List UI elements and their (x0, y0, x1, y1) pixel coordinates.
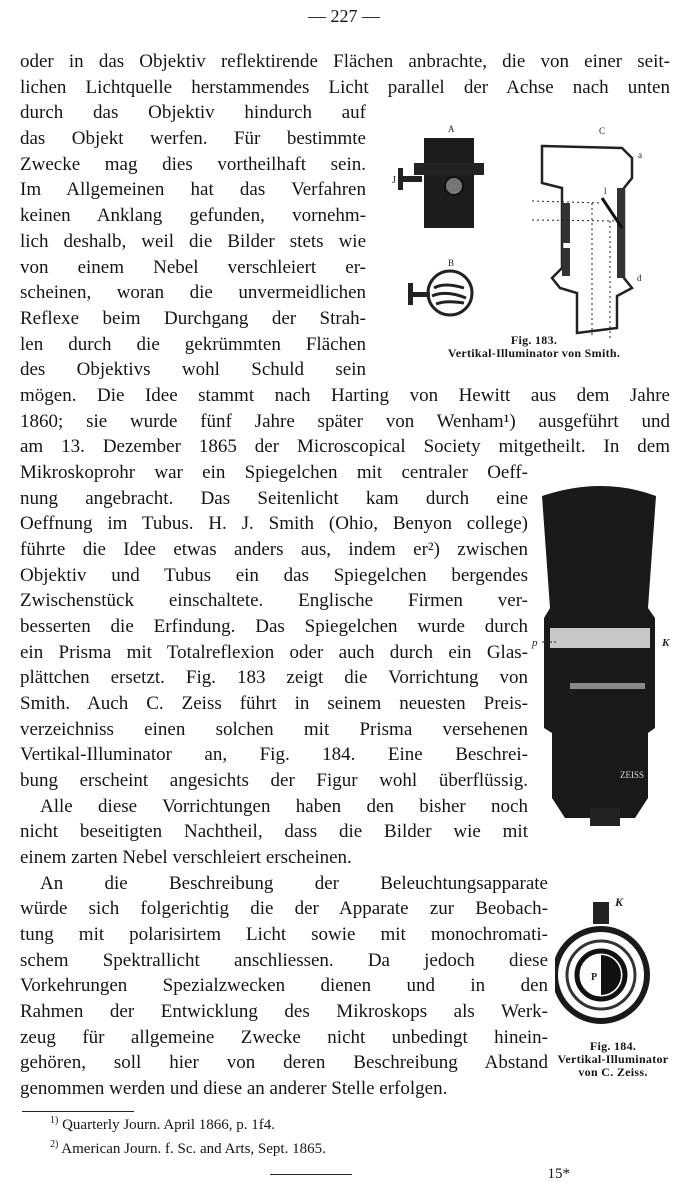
figure-183-caption (396, 334, 672, 360)
text-line: len durch die gekrümmten Flächen (20, 334, 366, 355)
text-line: bung erscheint angesichts der Figur wohl überflüssig. (20, 770, 528, 791)
text-line: Im Allgemeinen hat das Verfahren (20, 179, 366, 200)
fig183-label-a: A (448, 124, 455, 134)
text-line: Reflexe beim Durchgang der Strah- (20, 308, 366, 329)
figure-183-number: Fig. 183. (510, 333, 558, 347)
text-line: nicht beseitigten Nachtheil, dass die Bilder wie mit (20, 821, 528, 842)
fig183-label-b: B (448, 258, 455, 268)
text-line: durch das Objektiv hindurch auf (20, 102, 366, 123)
text-line: Zwecke mag dies vortheilhaft sein. (20, 154, 366, 175)
fig183-label-a2: a (638, 150, 642, 160)
text-line: einem zarten Nebel verschleiert erscheinen. (20, 847, 352, 868)
text-line: Zwischenstück einschaltete. Englische Firmen ver- (20, 590, 528, 611)
text-line: Vertikal-Illuminator an, Fig. 184. Eine Beschrei- (20, 744, 528, 765)
text-line: Smith. Auch C. Zeiss führt in seinem neuesten Preis- (20, 693, 528, 714)
text-line: lichen Lichtquelle herstammendes Licht parallel der Achse nach unten (20, 77, 670, 98)
footnote-text: American Journ. f. Sc. and Arts, Sept. 1865. (61, 1141, 326, 1157)
text-line: An die Beschreibung der Beleuchtungsapparate (40, 873, 548, 894)
text-line: Vorkehrungen Spezialzwecken dienen und in den (20, 975, 548, 996)
text-line: nung angebracht. Das Seitenlicht kam durch eine (20, 488, 528, 509)
text-line: besserten die Erfindung. Das Spiegelchen wurde durch (20, 616, 528, 637)
bottom-divider (270, 1174, 352, 1175)
text-line: genommen werden und diese an anderer Stelle erfolgen. (20, 1078, 448, 1099)
text-line: des Objektivs wohl Schuld sein (20, 359, 366, 380)
figure-184-front-illustration (555, 890, 665, 1040)
fig184-label-p: p (532, 637, 538, 649)
figure-184-tube-illustration (530, 478, 680, 843)
signature-mark: 15* (547, 1166, 570, 1182)
text-line: 1860; sie wurde fünf Jahre später von Wenham¹) ausgeführt und (20, 411, 670, 432)
text-line: scheinen, woran die unvermeidlichen (20, 282, 366, 303)
text-line: von einem Nebel verschleiert er- (20, 257, 366, 278)
text-line: Mikroskoprohr war ein Spiegelchen mit centraler Oeff- (20, 462, 528, 483)
page-number: — 227 — (308, 6, 380, 26)
text-line: lich deshalb, weil die Bilder stets wie (20, 231, 366, 252)
text-line: führte die Idee etwas anders aus, indem er²) zwischen (20, 539, 528, 560)
footnote-1 (50, 1115, 275, 1134)
text-line: oder in das Objektiv reflektirende Flächen anbrachte, die von einer seit- (20, 51, 670, 72)
text-line: Rahmen der Entwicklung des Mikroskops als Werk- (20, 1001, 548, 1022)
footnote-divider (22, 1111, 134, 1112)
footnote-text: Quarterly Journ. April 1866, p. 1f4. (62, 1117, 275, 1133)
footnote-mark: 2) (50, 1139, 59, 1150)
figure-184-title-2: von C. Zeiss. (578, 1065, 648, 1079)
figure-183-illustration (392, 118, 672, 338)
text-line: plättchen ersetzt. Fig. 183 zeigt die Vorrichtung von (20, 667, 528, 688)
text-line: mögen. Die Idee stammt nach Harting von Hewitt aus dem Jahre (20, 385, 670, 406)
text-line: Oeffnung im Tubus. H. J. Smith (Ohio, Benyon college) (20, 513, 528, 534)
fig184-label-K2: K (615, 895, 624, 909)
figure-184-number: Fig. 184. (589, 1039, 637, 1053)
fig183-label-c: C (599, 126, 606, 136)
text-line: würde sich folgerichtig die der Apparate zur Beobach- (20, 898, 548, 919)
text-line: verzeichniss einen solchen mit Prisma versehenen (20, 719, 528, 740)
text-line: keinen Anklang gefunden, vornehm- (20, 205, 366, 226)
fig183-label-d: d (637, 273, 642, 283)
figure-183-title: Vertikal-Illuminator von Smith. (447, 346, 621, 360)
fig183-label-j: J (392, 175, 396, 186)
fig183-label-l: l (604, 186, 607, 196)
fig184-label-k: K (662, 637, 670, 649)
fig184-engraving: ZEISS (620, 770, 645, 780)
figure-184-title-1: Vertikal-Illuminator (557, 1052, 669, 1066)
footnote-2 (50, 1139, 326, 1158)
text-line: am 13. Dezember 1865 der Microscopical Society mitgetheilt. In dem (20, 436, 670, 457)
fig184-label-P: P (591, 972, 598, 983)
text-line: schem Spektrallicht anschliessen. Da jedoch diese (20, 950, 548, 971)
text-line: zeug für allgemeine Zwecke nicht unbedingt hinein- (20, 1027, 548, 1048)
text-line: das Objekt werfen. Für bestimmte (20, 128, 366, 149)
figure-184-caption (548, 1040, 678, 1079)
text-line: Objektiv und Tubus ein das Spiegelchen bergendes (20, 565, 528, 586)
footnote-mark: 1) (50, 1115, 59, 1126)
text-line: tung mit polarisirtem Licht sowie mit monochromati- (20, 924, 548, 945)
text-line: Alle diese Vorrichtungen haben den bisher noch (40, 796, 528, 817)
text-line: gehören, soll hier von deren Beschreibung Abstand (20, 1052, 548, 1073)
text-line: ein Prisma mit Totalreflexion oder auch durch ein Glas- (20, 642, 528, 663)
